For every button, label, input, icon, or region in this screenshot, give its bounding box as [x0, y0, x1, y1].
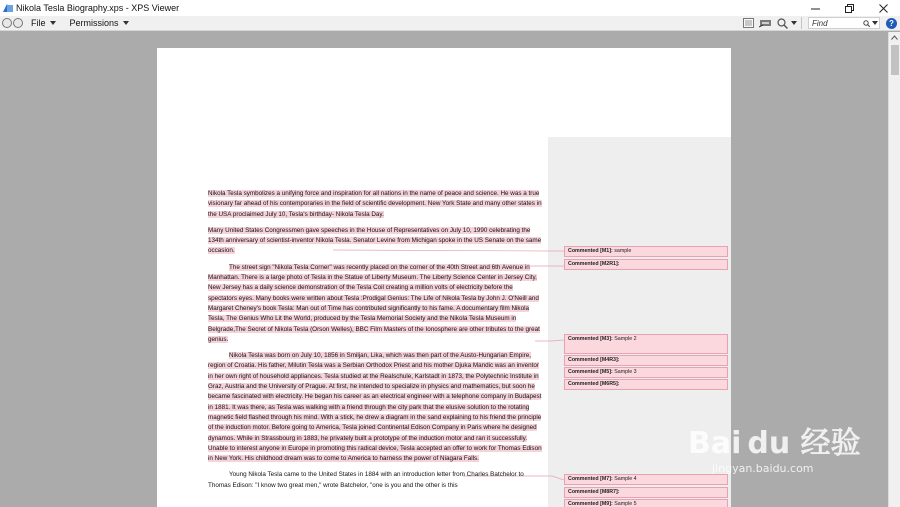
- toolbar-separator: [801, 17, 802, 29]
- highlighted-text: Nikola Tesla was born on July 10, 1856 in Smiljan, Lika, which was then part of the Austo-Hungarian Empire, region of Croatia. His father, Milutin Tesla was a Serbian Orthodox Priest and his mother Djuka Mandic was an inventor in her own right of household appliances. Tesla studied at the Realschule, Karlstadt in 1873, the Polytechnic Institute in Graz, Austria and the University of Prague. At first, he intended to specialize in physics and mathematics, but soon he became fascinated with electricity. He began his career as an electrical engineer with a telephone company in Budapest in 1881. It was there, as Tesla was walking with a friend through the city park that the elusive solution to the rotating magnetic field flashed through his mind. With a stick, he drew a diagram in the sand explaining to his friend the principle of the induction motor. Before going to America, Tesla joined Continental Edison Company in Paris where he designed dynamos. While in Strassbourg in 1883, he privately built a prototype of the induction motor and ran it successfully. Unable to interest anyone in Europe in promoting this radical device, Tesla accepted an offer to work for Thomas Edison in New York. His childhood dream was to come to America to harness the power of Niagara Falls.: [208, 352, 542, 463]
- xps-viewer-icon: [3, 3, 13, 13]
- document-paragraph: [208, 226, 542, 257]
- find-options-icon[interactable]: [872, 21, 878, 25]
- find-box: [808, 17, 880, 29]
- chevron-up-icon: [891, 35, 898, 40]
- restore-button[interactable]: [832, 0, 866, 16]
- menu-bar: [0, 16, 900, 31]
- help-icon[interactable]: ?: [886, 18, 897, 29]
- title-bar: [0, 0, 900, 16]
- vertical-scrollbar[interactable]: [888, 32, 900, 507]
- comment-balloon[interactable]: Commented [M3]: Sample 2: [564, 334, 728, 354]
- comment-balloon[interactable]: Commented [M8R7]:: [564, 487, 728, 498]
- minimize-icon: [811, 4, 820, 13]
- comment-balloon[interactable]: Commented [M2R1]:: [564, 259, 728, 270]
- close-button[interactable]: [866, 0, 900, 16]
- permissions-menu-label: Permissions: [69, 18, 119, 28]
- forward-icon[interactable]: [13, 18, 23, 28]
- back-icon[interactable]: [2, 18, 12, 28]
- paragraph-text: Young Nikola Tesla came to the United States in 1884 with an introduction letter from Charles Batchelor to Thomas Edison: "I know two great men," wrote Batchelor, "one is you and the other is this: [208, 471, 524, 489]
- restore-icon: [845, 4, 854, 13]
- watermark-url: jingyan.baidu.com: [712, 462, 814, 475]
- comment-balloon[interactable]: Commented [M4R3]:: [564, 355, 728, 366]
- minimize-button[interactable]: [798, 0, 832, 16]
- window-title: Nikola Tesla Biography.xps - XPS Viewer: [16, 3, 180, 13]
- window-controls: [798, 0, 900, 16]
- watermark-logo: Bai du 经验: [688, 426, 861, 461]
- close-icon: [879, 4, 888, 13]
- comment-balloon[interactable]: Commented [M1]: sample: [564, 246, 728, 257]
- scroll-up-button[interactable]: [889, 32, 900, 43]
- document-body[interactable]: [208, 189, 542, 497]
- comment-balloon[interactable]: Commented [M7]: Sample 4: [564, 474, 728, 485]
- comment-balloon[interactable]: Commented [M6R5]:: [564, 379, 728, 390]
- chevron-down-icon: [123, 21, 129, 25]
- find-input[interactable]: [809, 19, 861, 28]
- document-paragraph: [208, 351, 542, 464]
- file-menu-label: File: [31, 18, 46, 28]
- chevron-down-icon: [50, 21, 56, 25]
- highlighted-text: Many United States Congressmen gave speeches in the House of Representatives on July 10, 1990 celebrating the 134th anniversary of scientist-inventor Nikola Tesla. Senator Levine from Michigan spoke in the US Senate on the same occasion.: [208, 226, 542, 255]
- digital-signature-button[interactable]: [758, 17, 772, 29]
- digital-signature-icon: [759, 18, 772, 28]
- search-icon: [863, 20, 870, 27]
- zoom-dropdown-icon[interactable]: [791, 21, 797, 25]
- zoom-icon: [777, 18, 788, 29]
- highlighted-text: Nikola Tesla symbolizes a unifying force and inspiration for all nations in the name of peace and science. He was a true visionary far ahead of his contemporaries in the field of scientific development. New York State and many other states in the USA proclaimed July 10, Tesla's birthday- Nikola Tesla Day.: [208, 190, 542, 218]
- permissions-menu[interactable]: [70, 18, 129, 28]
- document-paragraph: [208, 189, 542, 220]
- highlighted-text: The street sign "Nikola Tesla Corner" was recently placed on the corner of the 40th Street and 6th Avenue in Manhattan. There is a large photo of Tesla in the Statue of Liberty Museum. The Liberty Science Center in Jersey City, New Jersey has a daily science demonstration of the Tesla Coil creating a million volts of electricity before the spectators eyes. Many books were written about Tesla :Prodigal Genius: The Life of Nikola Tesla by John J. O'Neill and Margaret Cheney's book Tesla: Man out of Time has contributed significantly to his fame. A documentary film Nikola Tesla, The Genius Who Lit the World, produced by the Tesla Memorial Society and the Nikola Tesla Museum in Belgrade,The Secret of Nikola Tesla (Orson Welles), BBC Film Masters of the Ionosphere are other tributes to the great genius.: [208, 263, 540, 343]
- toolbar: [738, 16, 900, 31]
- document-page: [157, 48, 731, 507]
- file-menu[interactable]: [31, 18, 56, 28]
- zoom-button[interactable]: [775, 17, 789, 29]
- page-view-icon: [743, 18, 754, 28]
- comment-balloon[interactable]: Commented [M5]: Sample 3: [564, 367, 728, 378]
- baidu-watermark: [688, 408, 861, 488]
- document-paragraph: [208, 263, 542, 345]
- find-search-button[interactable]: [861, 18, 871, 28]
- document-paragraph: [208, 470, 542, 491]
- page-view-button[interactable]: [741, 17, 755, 29]
- comment-balloon[interactable]: Commented [M9]: Sample 5: [564, 499, 728, 507]
- scrollbar-thumb[interactable]: [891, 45, 899, 75]
